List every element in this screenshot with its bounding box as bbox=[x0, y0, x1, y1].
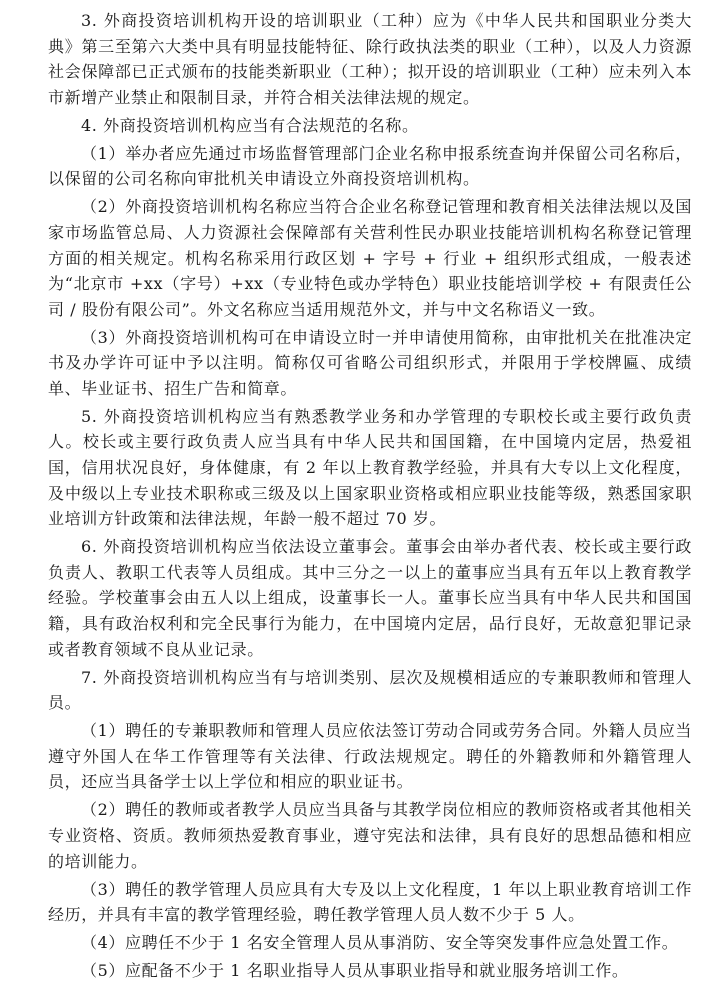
document-page bbox=[48, 8, 692, 986]
paragraph-item-5-principal: 5. 外商投资培训机构应当有熟悉教学业务和办学管理的专职校长或主要行政负责人。校长或主要行政负责人应当具有中华人民共和国国籍，在中国境内定居，热爱祖国，信用状况良好，身体健康，有 2 年以上教育教学经验，并具有大专以上文化程度，及中级以上专业技术职称或三级及以上国家职业资格或相应职业技能等级，熟悉国家职业培训方针政策和法律法规，年龄一般不超过 70 岁。 bbox=[48, 406, 692, 529]
paragraph-item-7-5-career-guidance: （5）应配备不少于 1 名职业指导人员从事职业指导和就业服务培训工作。 bbox=[81, 961, 629, 981]
paragraph-item-7-2-teacher-qualifications: （2）聘任的教师或者教学人员应当具备与其教学岗位相应的教师资格或者其他相关专业资格、资质。教师须热爱教育事业，遵守宪法和法律，具有良好的思想品德和相应的培训能力。 bbox=[48, 800, 692, 871]
paragraph-item-7-staff: 7. 外商投资培训机构应当有与培训类别、层次及规模相适应的专兼职教师和管理人员。 bbox=[48, 667, 692, 713]
paragraph-item-4-institution-name: 4. 外商投资培训机构应当有合法规范的名称。 bbox=[81, 115, 419, 135]
paragraph-item-4-2-naming-rules: （2）外商投资培训机构名称应当符合企业名称登记管理和教育相关法律法规以及国家市场监管总局、人力资源社会保障部有关营利性民办职业技能培训机构名称登记管理方面的相关规定。机构名称采用行政区划 + 字号 + 行业 + 组织形式组成，一般表述为“北京市 +xx（字号）+xx（专业特色或办学特色）职业技能培训学校 + 有限责任公司 / 股份有限公司”。外文名称应当适用规范外文，并与中文名称语义一致。 bbox=[48, 197, 692, 319]
paragraph-item-4-1-name-reservation: （1）举办者应先通过市场监督管理部门企业名称申报系统查询并保留公司名称后，以保留的公司名称向审批机关申请设立外商投资培训机构。 bbox=[48, 143, 692, 189]
paragraph-item-3-training-occupations: 3. 外商投资培训机构开设的培训职业（工种）应为《中华人民共和国职业分类大典》第三至第六大类中具有明显技能特征、除行政执法类的职业（工种），以及人力资源社会保障部已正式颁布的技能类新职业（工种）；拟开设的培训职业（工种）应未列入本市新增产业禁止和限制目录，并符合相关法律法规的规定。 bbox=[48, 11, 692, 107]
paragraph-item-4-3-short-name: （3）外商投资培训机构可在申请设立时一并申请使用简称，由审批机关在批准决定书及办学许可证中予以注明。简称仅可省略公司组织形式，并限用于学校牌匾、成绩单、毕业证书、招生广告和简章。 bbox=[48, 327, 692, 398]
paragraph-item-7-4-safety-staff: （4）应聘任不少于 1 名安全管理人员从事消防、安全等突发事件应急处置工作。 bbox=[81, 933, 679, 953]
paragraph-item-7-3-teaching-managers: （3）聘任的教学管理人员应具有大专及以上文化程度，1 年以上职业教育培训工作经历，并具有丰富的教学管理经验，聘任教学管理人员人数不少于 5 人。 bbox=[48, 879, 692, 925]
paragraph-item-7-1-contracts: （1）聘任的专兼职教师和管理人员应依法签订劳动合同或劳务合同。外籍人员应当遵守外国人在华工作管理等有关法律、行政法规规定。聘任的外籍教师和外籍管理人员，还应当具备学士以上学位和相应的职业证书。 bbox=[48, 721, 692, 792]
paragraph-item-6-board: 6. 外商投资培训机构应当依法设立董事会。董事会由举办者代表、校长或主要行政负责人、教职工代表等人员组成。其中三分之一以上的董事应当具有五年以上教育教学经验。学校董事会由五人以上组成，设董事长一人。董事长应当具有中华人民共和国国籍，具有政治权利和完全民事行为能力，在中国境内定居，品行良好，无故意犯罪记录或者教育领域不良从业记录。 bbox=[48, 537, 692, 659]
